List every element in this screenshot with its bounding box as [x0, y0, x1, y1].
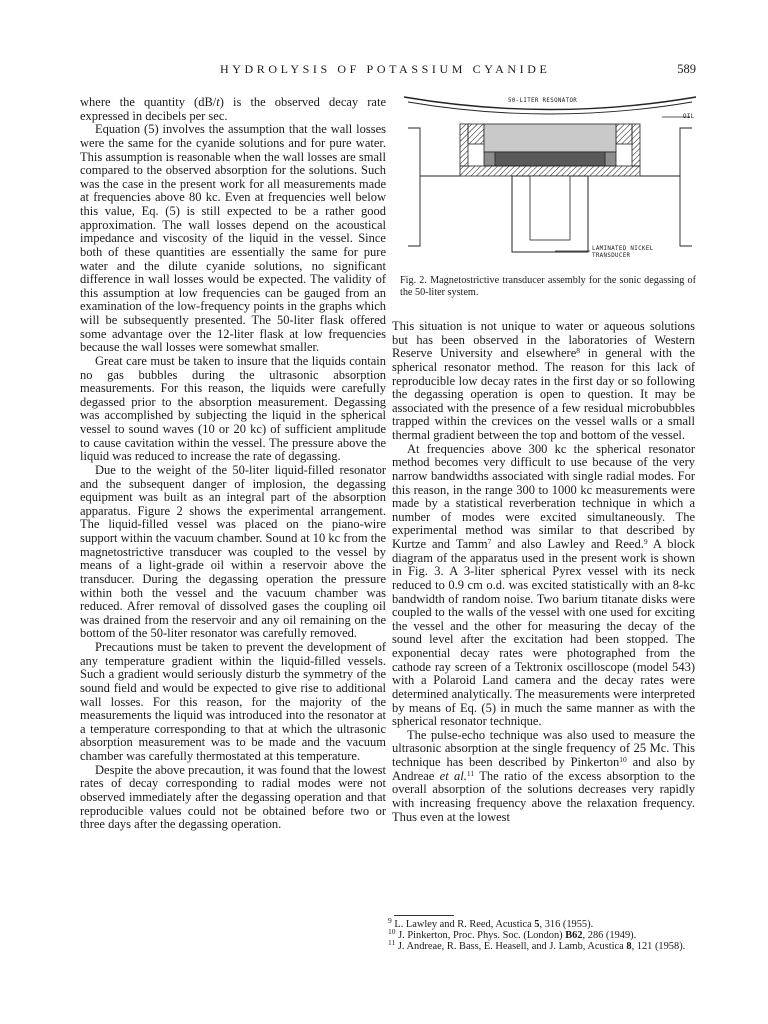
volume: 8: [626, 941, 632, 953]
paragraph: [392, 729, 695, 824]
footnote-9: [388, 916, 698, 930]
citation-superscript: 11: [466, 768, 475, 778]
paragraph: Despite the above precaution, it was found that the lowest rates of decay corresponding to radial modes were not observed immediately after the degassing operation and that reproducible values could not be obtained before two or three days after the degassing operation.: [80, 762, 386, 832]
text-run: in general with the spherical resonator method. The reason for this lack of reproducible low decay rates in the first day or so following the degassing operation is open to question. It may be associated with the presence of a few residual microbubbles trapped within the crevices on the vessel walls or a small thermal gradient between the top and bottom of the vessel.: [392, 346, 695, 442]
text-run: The pulse-echo technique was also used to measure the ultrasonic absorption at the single frequency of 25 Mc. This technique has been described by Pinkerton: [392, 727, 695, 769]
paragraph: [80, 96, 386, 123]
oil-reservoir: [484, 124, 616, 152]
footnote-10: [388, 927, 698, 942]
left-column: [80, 96, 386, 832]
text-run: L. Lawley and R. Reed, Acustica: [391, 919, 535, 930]
paragraph: Great care must be taken to insure that the liquids contain no gas bubbles during the ultrasonic absorption measurements. For this reason, the liquids were carefully degassed prior to the absorption measurement. Degassing was accomplished by subjecting the liquid in the spherical vessel to sound waves (10 or 20 kc) of sufficient amplitude to cause cavitation within the vessel. The pressure above the liquid was reduced to increase the rate of degassing.: [80, 353, 386, 464]
figure-caption: [400, 275, 696, 299]
text-run: The ratio of the excess absorption to the overall absorption of the solutions decreases very rapidly with increasing frequency above the relaxation frequency. Thus even at the lowest: [392, 768, 695, 824]
label-resonator: 50-LITER RESONATOR: [508, 98, 578, 104]
caption-text: Fig. 2. Magnetostrictive transducer assembly for the sonic degassing of the 50-liter system.: [400, 275, 696, 298]
footnote-rule: [394, 915, 454, 916]
running-head: [0, 62, 768, 82]
right-column: [392, 320, 695, 824]
gasket-right: [616, 124, 632, 144]
citation-superscript: 10: [619, 755, 627, 764]
text-run: where the quantity (dB/: [80, 95, 217, 109]
text-run: A block diagram of the apparatus used in the present work is shown in Fig. 3. A 3-liter spherical Pyrex vessel with its neck reduced to 0.9 cm o.d. was excited statistically with an 8-kc bandwidth of random noise. Two barium titanate disks were coupled to the walls of the vessel with one used for exciting the vessel and the other for measuring the decay of the sound level after the excitation had been stopped. The exponential decay rates were photographed from the cathode ray screen of a Tektronix oscilloscope (model 543) with a Polaroid Land camera and the decay rates were determined analytically. The measurements were interpreted by means of Eq. (5) in much the same manner as with the spherical resonator technique.: [392, 537, 695, 729]
text-run: , 316 (1955).: [539, 919, 594, 930]
text-run: This situation is not unique to water or aqueous solutions but has been observed in the laboratories of Western Reserve University and elsewhere: [392, 319, 695, 361]
paragraph: Due to the weight of the 50-liter liquid-filled resonator and the subsequent danger of implosion, the degassing equipment was built as an integral part of the absorption apparatus. Figure 2 shows the experimental arrangement. The liquid-filled vessel was placed on the piano-wire support within the vacuum chamber. Sound at 10 kc from the magnetostrictive transducer was coupled to the vessel by means of a light-grade oil within a reservoir above the transducer. During the degassing operation the pressure within both the vessel and the vacuum chamber was reduced. Afrer removal of dissolved gases the coupling oil was drained from the reservoir and any oil remaining on the bottom of the 50-liter resonator was carefully removed.: [80, 462, 386, 641]
page-number: 589: [677, 62, 696, 76]
paragraph: [392, 443, 695, 729]
citation-superscript: 8: [576, 346, 581, 356]
text-run: and also by Andreae: [392, 755, 695, 783]
gasket-left: [468, 124, 484, 144]
footnote-number: 10: [388, 927, 396, 937]
text-run: , 286 (1949).: [582, 930, 637, 942]
text-run: At frequencies above 300 kc the spherical resonator method becomes very difficult to use because of the very narrow bandwidths associated with single radial modes. For this reason, in the range 300 to 1000 kc measurements were made by a statistical reverberation technique in which a number of modes were excited simultaneously. The experimental method was similar to that described by Kurtze and Tamm: [392, 441, 695, 551]
text-run: , 121 (1958).: [631, 941, 686, 953]
running-title: HYDROLYSIS OF POTASSIUM CYANIDE: [220, 62, 551, 76]
italic-variable: t: [216, 95, 220, 109]
paragraph: Precautions must be taken to prevent the development of any temperature gradient within the liquid-filled vessels. Such a gradient would seriously disturb the symmetry of the sound field and would be expected to give rise to additional wall losses. For this reason, for the majority of the measurements the liquid was introduced into the resonator at a temperature corresponding to that at which the ultrasonic absorption measurement was to be made and the vacuum chamber was carefully thermostated at this temperature.: [80, 640, 386, 763]
reservoir-wall-right: [632, 124, 640, 166]
volume: 5: [534, 919, 540, 930]
base-plate: [460, 166, 640, 176]
paragraph: [392, 320, 695, 443]
footnote-number: 11: [388, 938, 396, 948]
footnote-number: 9: [388, 916, 392, 925]
transducer-assembly-diagram: [400, 88, 700, 264]
text-run: and also Lawley and Reed.: [491, 537, 644, 551]
transducer-housing: [495, 152, 605, 166]
label-oil: OIL: [683, 114, 695, 120]
footnotes: [388, 916, 698, 953]
citation-superscript: 7: [487, 537, 492, 546]
text-run: J. Andreae, R. Bass, E. Heasell, and J. Lamb, Acustica: [395, 941, 627, 953]
footnote-11: [388, 938, 698, 953]
italic-et-al: et al.: [439, 768, 467, 783]
text-run: ) is the observed decay rate expressed in decibels per sec.: [80, 95, 386, 123]
paragraph: Equation (5) involves the assumption that the wall losses were the same for the cyanide solutions and for pure water. This assumption is reasonable when the wall losses are small compared to the observed absorption for the solutions. Such was the case in the present work for all measurements made at frequencies above 80 kc. Even at frequencies well below this value, Eq. (5) is still expected to be a rather good approximation. The wall losses depend on the acoustical impedance and viscosity of the liquid in the vessel. Since both of these quantities are essentially the same for pure water and the dilute cyanide solutions, no significant difference in wall losses would be expected. The validity of this assumption at low frequencies can be gauged from an examination of the low-frequency points in the graphs which will be subsequently presented. The 50-liter flask offered some advantage over the 12-liter flask at low frequencies because the wall losses were somewhat smaller.: [80, 122, 386, 355]
label-transducer-line1: LAMINATED NICKEL: [592, 246, 654, 252]
label-transducer-line2: TRANSDUCER: [592, 253, 631, 259]
reservoir-wall-left: [460, 124, 468, 166]
volume: B62: [565, 930, 583, 942]
figure-2: [400, 88, 700, 264]
citation-superscript: 9: [643, 537, 648, 546]
text-run: J. Pinkerton, Proc. Phys. Soc. (London): [395, 930, 566, 942]
